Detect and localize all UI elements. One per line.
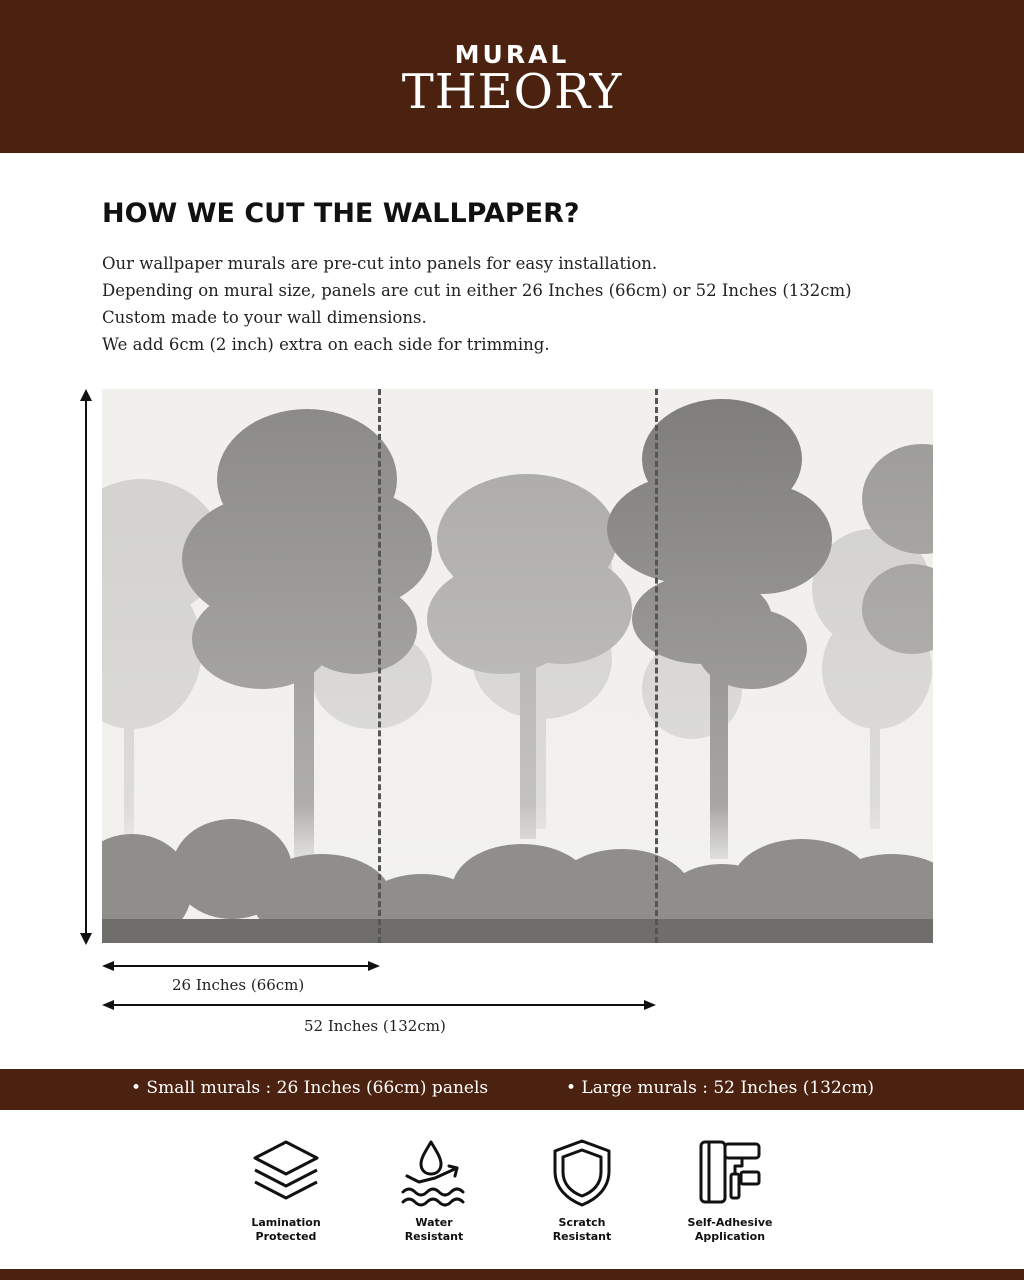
- small-panel-width-arrow: [102, 958, 382, 974]
- forest-scene-image: [102, 389, 933, 943]
- feature-label-line: Protected: [255, 1230, 317, 1243]
- feature-label-line: Resistant: [552, 1230, 612, 1243]
- mural-illustration: [102, 389, 933, 943]
- small-murals-note: • Small murals : 26 Inches (66cm) panels: [131, 1078, 489, 1098]
- feature-water: [364, 1138, 504, 1244]
- feature-label-line: Lamination: [251, 1216, 321, 1229]
- intro-line: Our wallpaper murals are pre-cut into panels for easy installation.: [102, 254, 658, 273]
- feature-label-line: Water: [415, 1216, 453, 1229]
- layers-icon: [251, 1138, 321, 1208]
- feature-label-line: Scratch: [558, 1216, 606, 1229]
- feature-lamination: [216, 1138, 356, 1244]
- intro-line: Custom made to your wall dimensions.: [102, 308, 427, 327]
- large-panel-width-arrow: [102, 997, 658, 1013]
- height-arrow: [76, 389, 96, 945]
- brand-logo-top: MURAL: [454, 40, 570, 69]
- page-title: HOW WE CUT THE WALLPAPER?: [102, 198, 580, 229]
- brand-logo-main: THEORY: [401, 64, 623, 120]
- large-panel-width-label: 52 Inches (132cm): [304, 1017, 446, 1035]
- paint-roller-icon: [695, 1138, 765, 1208]
- feature-scratch: [512, 1138, 652, 1244]
- feature-label-line: Resistant: [404, 1230, 464, 1243]
- water-drop-icon: [399, 1138, 469, 1208]
- feature-self-adhesive: [660, 1138, 800, 1244]
- brand-header: [0, 0, 1024, 153]
- feature-label-line: Application: [694, 1230, 766, 1243]
- panel-size-bar: [0, 1069, 1024, 1110]
- large-murals-note: • Large murals : 52 Inches (132cm): [566, 1078, 875, 1098]
- panel-cut-line: [655, 389, 658, 943]
- bottom-accent-bar: [0, 1269, 1024, 1280]
- feature-label-line: Self-Adhesive: [687, 1216, 773, 1229]
- small-panel-width-label: 26 Inches (66cm): [172, 976, 305, 994]
- intro-line: Depending on mural size, panels are cut in either 26 Inches (66cm) or 52 Inches (132cm): [102, 281, 852, 300]
- shield-icon: [547, 1138, 617, 1208]
- panel-cut-line: [378, 389, 381, 943]
- intro-line: We add 6cm (2 inch) extra on each side for trimming.: [102, 335, 550, 354]
- intro-text: [102, 250, 982, 358]
